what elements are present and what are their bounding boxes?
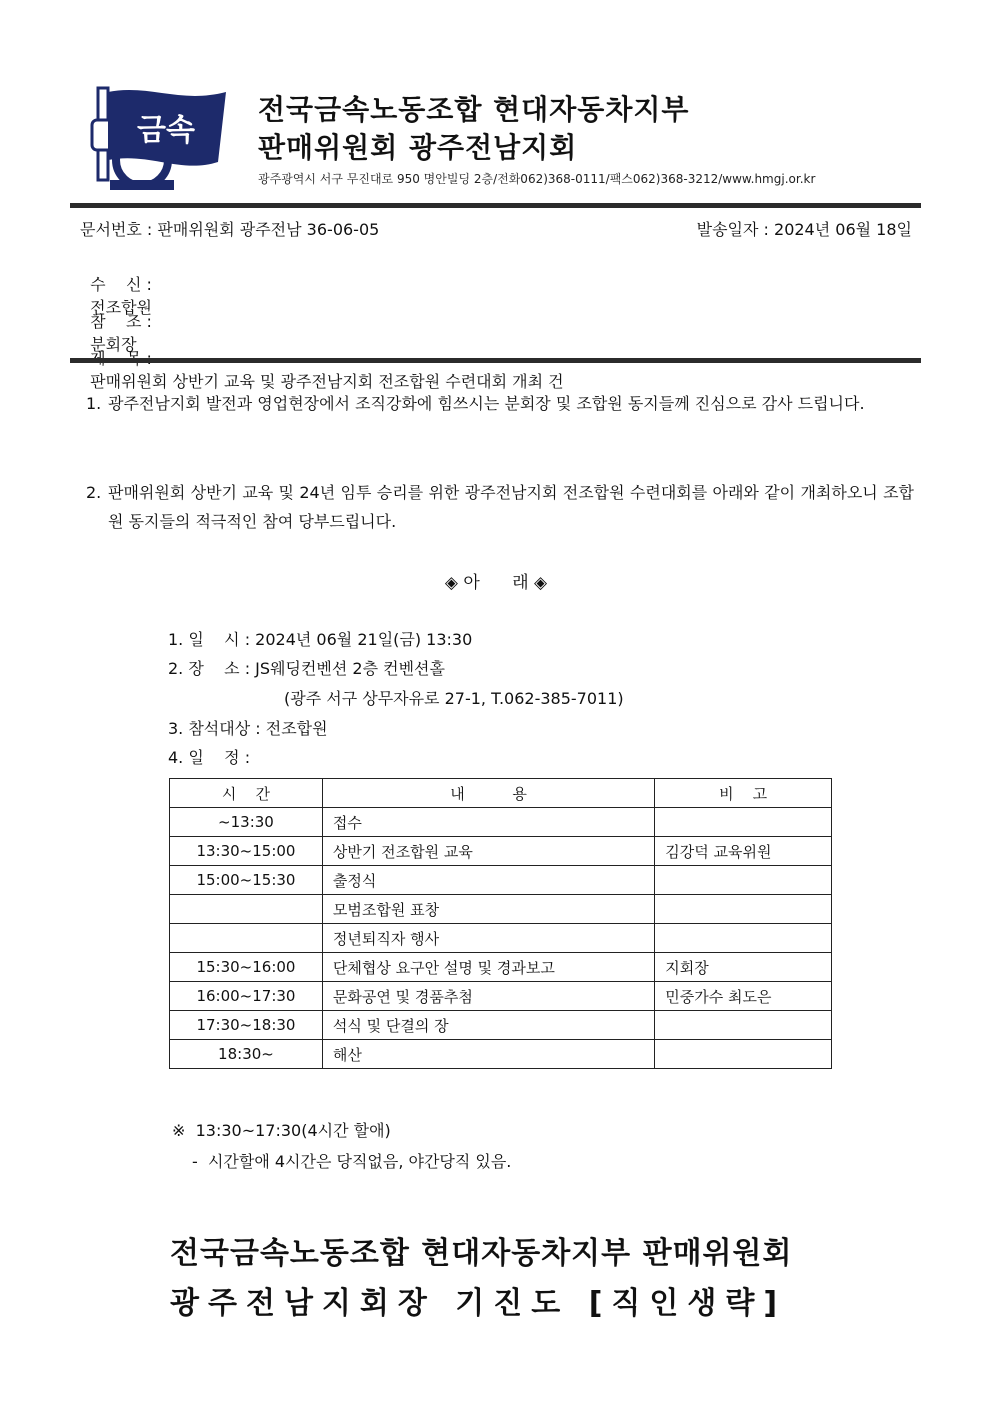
- item-schedule: 4. 일 정 :: [168, 748, 251, 767]
- cell-note: [655, 1011, 832, 1040]
- cell-content: 해산: [322, 1040, 654, 1069]
- table-row: [170, 866, 832, 895]
- cell-content: 모범조합원 표창: [322, 895, 654, 924]
- paragraph-2-number: 2.: [86, 483, 102, 502]
- send-date-label: 발송일자 :: [696, 220, 769, 239]
- paragraph-1-number: 1.: [86, 394, 102, 413]
- header-note: 비 고: [655, 779, 832, 808]
- recipient-label: 수 신 :: [90, 275, 152, 294]
- cell-content: 단체협상 요구안 설명 및 경과보고: [322, 953, 654, 982]
- doc-number-value: 판매위원회 광주전남 36-06-05: [157, 220, 380, 239]
- cell-time: 15:00~15:30: [170, 866, 323, 895]
- cell-content: 정년퇴직자 행사: [322, 924, 654, 953]
- cell-note: 지회장: [655, 953, 832, 982]
- item-venue-address: (광주 서구 상무자유로 27-1, T.062-385-7011): [284, 689, 624, 708]
- cell-content: 상반기 전조합원 교육: [322, 837, 654, 866]
- meta-divider: [70, 358, 921, 363]
- paragraph-1: [86, 389, 914, 418]
- cell-time: 18:30~: [170, 1040, 323, 1069]
- table-row: [170, 953, 832, 982]
- section-title: ◈ 아 래 ◈: [444, 573, 548, 593]
- cell-time: ~13:30: [170, 808, 323, 837]
- note-time-allowance: ※ 13:30~17:30(4시간 할애): [172, 1121, 391, 1140]
- table-row: [170, 808, 832, 837]
- cell-content: 출정식: [322, 866, 654, 895]
- cell-content: 석식 및 단결의 장: [322, 1011, 654, 1040]
- header-content: 내 용: [322, 779, 654, 808]
- item-venue: 2. 장 소 : JS웨딩컨벤션 2층 컨벤션홀: [168, 659, 445, 678]
- org-address: 광주광역시 서구 무진대로 950 명안빌딩 2층/전화062)368-0111/팩스062)368-3212/www.hmgj.or.kr: [258, 172, 816, 186]
- paragraph-2-text: 판매위원회 상반기 교육 및 24년 임투 승리를 위한 광주전남지회 전조합원 수련대회를 아래와 같이 개최하오니 조합원 동지들의 적극적인 참여 당부드립니다.: [108, 483, 914, 531]
- subject-value: 판매위원회 상반기 교육 및 광주전남지회 전조합원 수련대회 개최 건: [90, 372, 564, 391]
- cell-note: [655, 808, 832, 837]
- cell-time: 17:30~18:30: [170, 1011, 323, 1040]
- schedule-table: [169, 778, 832, 1069]
- table-row: [170, 1040, 832, 1069]
- cell-note: 민중가수 최도은: [655, 982, 832, 1011]
- table-row: [170, 1011, 832, 1040]
- note-duty: - 시간할애 4시간은 당직없음, 야간당직 있음.: [192, 1152, 512, 1171]
- cell-content: 문화공연 및 경품추첨: [322, 982, 654, 1011]
- header-divider: [70, 203, 921, 208]
- logo-lettering: 금속: [137, 113, 195, 148]
- cell-note: [655, 1040, 832, 1069]
- send-date-line: [697, 217, 912, 240]
- org-name-line2: 판매위원회 광주전남지회: [258, 131, 578, 164]
- table-row: [170, 924, 832, 953]
- cc-label: 참 조 :: [90, 312, 152, 331]
- union-logo: [80, 82, 230, 192]
- item-datetime: 1. 일 시 : 2024년 06월 21일(금) 13:30: [168, 630, 473, 649]
- cell-time: 16:00~17:30: [170, 982, 323, 1011]
- paragraph-1-text: 광주전남지회 발전과 영업현장에서 조직강화에 힘쓰시는 분회장 및 조합원 동지들께 진심으로 감사 드립니다.: [108, 394, 865, 413]
- signature-chief: 광주전남지회장 기진도 [직인생략]: [170, 1286, 787, 1321]
- doc-number-label: 문서번호 :: [80, 220, 153, 239]
- table-row: [170, 895, 832, 924]
- cell-time: 15:30~16:00: [170, 953, 323, 982]
- send-date-value: 2024년 06월 18일: [774, 220, 912, 239]
- table-header-row: [170, 779, 832, 808]
- table-row: [170, 982, 832, 1011]
- cell-note: 김강덕 교육위원: [655, 837, 832, 866]
- cell-time: 13:30~15:00: [170, 837, 323, 866]
- cell-content: 접수: [322, 808, 654, 837]
- recipient-value: 전조합원: [90, 298, 152, 317]
- cell-note: [655, 924, 832, 953]
- org-name-line1: 전국금속노동조합 현대자동차지부: [258, 93, 690, 126]
- doc-number-line: [80, 217, 379, 240]
- cell-note: [655, 895, 832, 924]
- cell-time: [170, 924, 323, 953]
- header-time: 시 간: [170, 779, 323, 808]
- cell-time: [170, 895, 323, 924]
- signature-org: 전국금속노동조합 현대자동차지부 판매위원회: [170, 1236, 793, 1271]
- item-attendees: 3. 참석대상 : 전조합원: [168, 719, 328, 738]
- cell-note: [655, 866, 832, 895]
- paragraph-2: [86, 478, 914, 536]
- cc-value: 분회장: [90, 335, 137, 354]
- table-row: [170, 837, 832, 866]
